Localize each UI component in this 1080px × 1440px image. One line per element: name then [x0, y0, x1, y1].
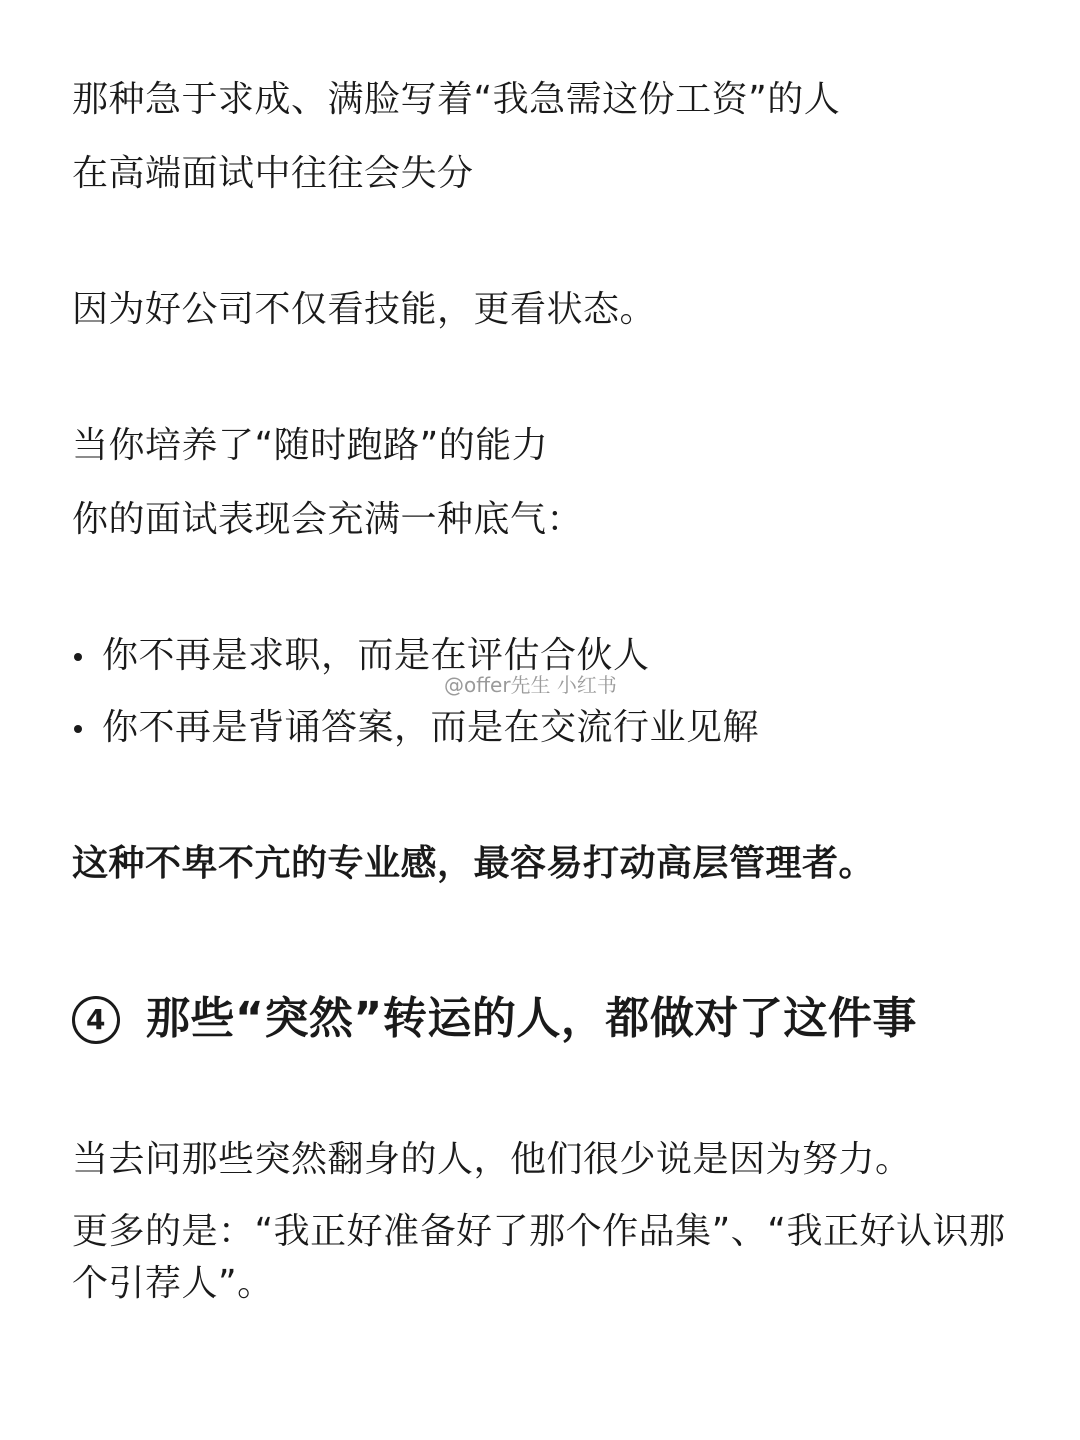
bullet-text: 你不再是背诵答案，而是在交流行业见解: [102, 707, 760, 748]
bullet-text: 你不再是求职，而是在评估合伙人: [102, 635, 650, 676]
section-heading: [72, 992, 917, 1046]
paragraph-line: 在高端面试中往往会失分: [72, 153, 474, 194]
emphasis-text: 这种不卑不亢的专业感，最容易打动高层管理者。: [72, 843, 876, 884]
paragraph-line: 当去问那些突然翻身的人，他们很少说是因为努力。: [72, 1139, 912, 1180]
paragraph-line: 个引荐人”。: [72, 1263, 274, 1304]
paragraph-line: 你的面试表现会充满一种底气：: [72, 499, 584, 540]
paragraph-line: 那种急于求成、满脸写着“我急需这份工资”的人: [72, 79, 841, 120]
section-title: 那些“突然”转运的人，都做对了这件事: [146, 993, 917, 1044]
bullet-item: [72, 706, 759, 750]
paragraph-line: 因为好公司不仅看技能，更看状态。: [72, 289, 657, 330]
circled-number-icon: 4: [72, 996, 120, 1044]
paragraph-line: 更多的是：“我正好准备好了那个作品集”、“我正好认识那: [72, 1211, 1006, 1252]
bullet-item: [72, 634, 650, 678]
bullet-dot-icon: [74, 653, 82, 661]
paragraph-line: 当你培养了“随时跑路”的能力: [72, 425, 549, 466]
watermark: @offer先生 小红书: [444, 673, 617, 697]
bullet-dot-icon: [74, 725, 82, 733]
